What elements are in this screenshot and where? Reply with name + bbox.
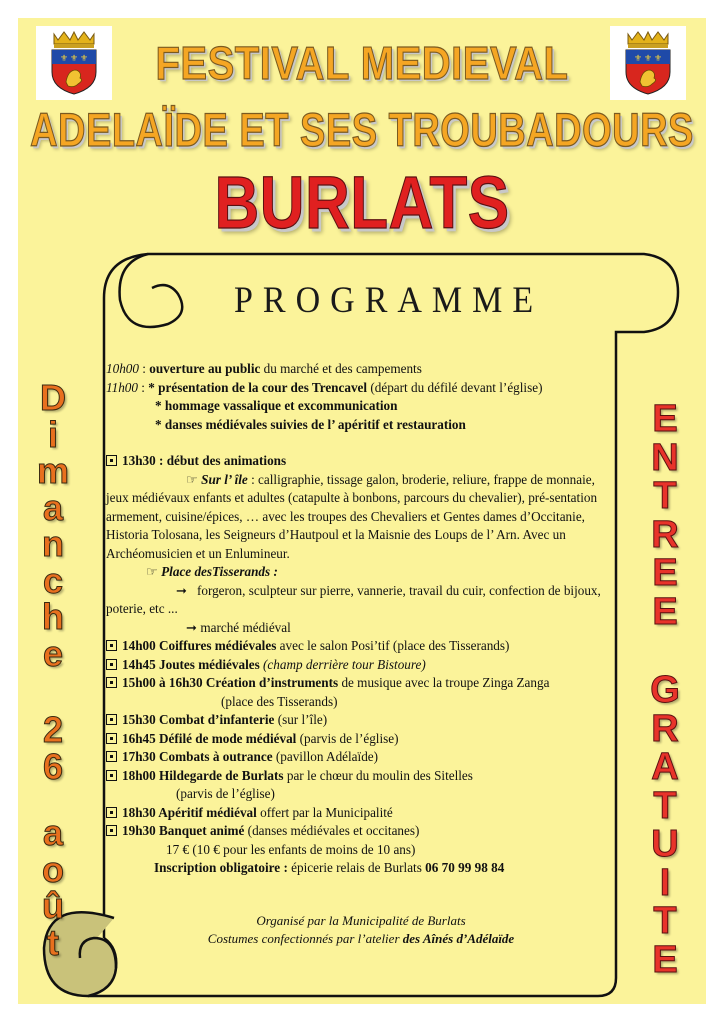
checkbox-icon bbox=[106, 807, 117, 818]
schedule-line: * hommage vassalique et excommunication bbox=[155, 398, 398, 413]
checkbox-icon bbox=[106, 714, 117, 725]
schedule-line: ➞ forgeron, sculpteur sur pierre, vannerie, travail du cuir, confection de bijoux, poterie, etc ... bbox=[106, 582, 601, 616]
svg-text:⚜: ⚜ bbox=[60, 54, 69, 64]
free-entry-vertical: E N T R E E G R A T U I T E bbox=[650, 398, 680, 981]
schedule-line: Inscription obligatoire : épicerie relais de Burlats 06 70 99 98 84 bbox=[154, 860, 505, 875]
checkbox-icon bbox=[106, 640, 117, 651]
schedule-line: 14h45 Joutes médiévales (champ derrière tour Bistoure) bbox=[106, 656, 616, 675]
checkbox-icon bbox=[106, 677, 117, 688]
schedule-line: * danses médiévales suivies de l’ apéritif et restauration bbox=[155, 416, 466, 432]
date-vertical: D i m a n c h e 2 6 a o û t bbox=[36, 377, 69, 963]
svg-text:⚜: ⚜ bbox=[70, 54, 79, 64]
checkbox-icon bbox=[106, 751, 117, 762]
poster bbox=[18, 18, 706, 1004]
schedule-line: 13h30 : début des animations bbox=[106, 452, 616, 471]
schedule-line: 16h45 Défilé de mode médiéval (parvis de l’église) bbox=[106, 730, 616, 749]
checkbox-icon bbox=[106, 733, 117, 744]
schedule-line: (place des Tisserands) bbox=[221, 693, 338, 709]
schedule-line: 15h30 Combat d’infanterie (sur l’île) bbox=[106, 711, 616, 730]
schedule-line: 18h30 Apéritif médiéval offert par la Municipalité bbox=[106, 804, 616, 823]
programme-content bbox=[106, 360, 616, 878]
checkbox-icon bbox=[106, 659, 117, 670]
festival-title: FESTIVAL MEDIEVAL bbox=[155, 38, 569, 90]
programme-title: PROGRAMME bbox=[234, 280, 544, 321]
schedule-line: (parvis de l’église) bbox=[176, 786, 275, 801]
schedule-line: ➞ marché médiéval bbox=[186, 619, 291, 635]
svg-text:⚜: ⚜ bbox=[634, 54, 643, 64]
pointing-hand-icon: ☞ bbox=[146, 564, 162, 579]
checkbox-icon bbox=[106, 825, 117, 836]
checkbox-icon bbox=[106, 455, 117, 466]
svg-text:⚜: ⚜ bbox=[644, 54, 653, 64]
schedule-line: 19h30 Banquet animé (danses médiévales et occitanes) bbox=[106, 822, 616, 841]
village-name: BURLATS bbox=[214, 162, 510, 245]
schedule-line: 14h00 Coiffures médiévales avec le salon Posi’tif (place des Tisserands) bbox=[106, 637, 616, 656]
schedule-line: 15h00 à 16h30 Création d’instruments de musique avec la troupe Zinga Zanga bbox=[106, 674, 616, 693]
schedule-line: 17 € (10 € pour les enfants de moins de 10 ans) bbox=[166, 841, 416, 857]
schedule-line: ☞ Sur l’ île : calligraphie, tissage galon, broderie, reliure, frappe de monnaie, jeux médiévaux enfants et adultes (catapulte à bonbons, parcours du chevalier), pré-sentation armement, cuisine/épices, … avec les troupes des Chevaliers et Gentes dames d’Occitanie, Historia Tolosana, les Seigneurs d’Hautpoul et la Maisnie des Loups de l’ Arn. Avec un Archéomusicien et un Enlumineur. bbox=[106, 471, 598, 561]
schedule-line: ☞ Place desTisserands : bbox=[146, 564, 278, 579]
schedule-line: 11h00 : * présentation de la cour des Trencavel (départ du défilé devant l’église) bbox=[106, 379, 543, 395]
schedule-line: 10h00 : ouverture au public du marché et des campements bbox=[106, 361, 422, 376]
checkbox-icon bbox=[106, 770, 117, 781]
arrow-right-icon: ➞ bbox=[176, 582, 191, 598]
festival-subtitle: ADELAÏDE ET SES TROUBADOURS bbox=[30, 104, 694, 158]
pointing-hand-icon: ☞ bbox=[186, 471, 202, 487]
arrow-right-icon: ➞ bbox=[186, 619, 201, 635]
svg-text:⚜: ⚜ bbox=[80, 54, 89, 64]
schedule-line: 17h30 Combats à outrance (pavillon Adélaïde) bbox=[106, 748, 616, 767]
svg-text:⚜: ⚜ bbox=[654, 54, 663, 64]
organizer-footer: Organisé par la Municipalité de Burlats Costumes confectionnés par l’atelier des Aînés d’Adélaïde bbox=[207, 913, 515, 946]
schedule-line: 18h00 Hildegarde de Burlats par le chœur du moulin des Sitelles bbox=[106, 767, 616, 786]
